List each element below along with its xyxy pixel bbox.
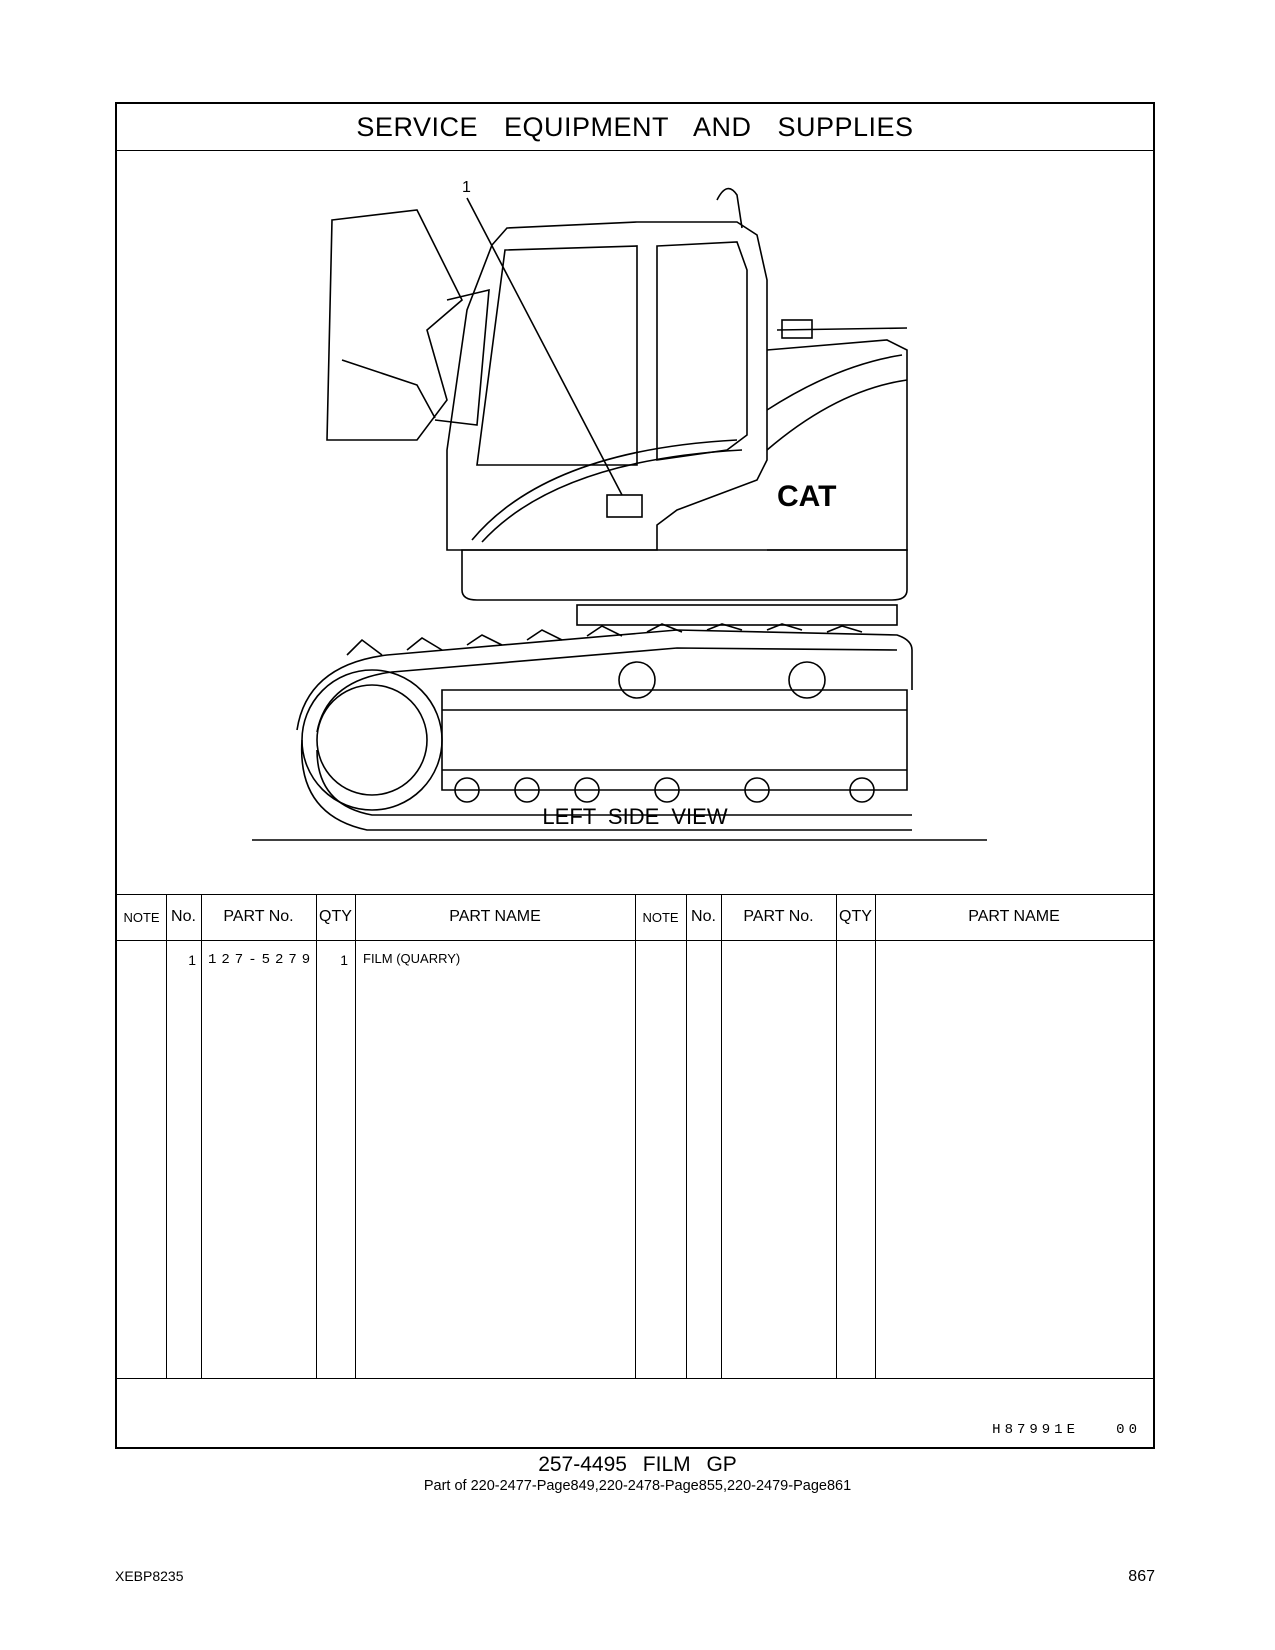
document-frame	[115, 102, 1155, 1449]
page-title: SERVICE EQUIPMENT AND SUPPLIES	[117, 104, 1153, 151]
header-qty-right: QTY	[839, 908, 872, 925]
row-1-part-name: FILM (QUARRY)	[363, 951, 461, 966]
page-number: 867	[1128, 1568, 1155, 1585]
header-no: No.	[171, 908, 196, 925]
header-qty: QTY	[319, 908, 352, 925]
drawing-code: H87991E 00	[992, 1422, 1141, 1438]
parts-table	[117, 894, 1153, 1378]
row-1-part-no: 127-5279	[208, 952, 316, 968]
group-reference: Part of 220-2477-Page849,220-2478-Page855,220-2479-Page861	[423, 1478, 852, 1494]
header-note: NOTE	[123, 909, 160, 925]
row-1-qty: 1	[340, 952, 348, 968]
document-id: XEBP8235	[115, 1568, 184, 1584]
header-part-no: PART No.	[223, 908, 294, 925]
header-part-no-right: PART No.	[743, 908, 814, 925]
group-title: 257-4495 FILM GP	[538, 1453, 737, 1476]
header-part-name-right: PART NAME	[968, 908, 1060, 925]
header-part-name: PART NAME	[449, 908, 541, 925]
machine-illustration	[117, 150, 1153, 898]
header-no-right: No.	[691, 908, 716, 925]
excavator-left-side-drawing	[117, 150, 1153, 898]
row-1-no: 1	[188, 952, 196, 968]
view-label: LEFT SIDE VIEW	[542, 804, 728, 829]
header-note-right: NOTE	[642, 909, 679, 925]
callout-number: 1	[462, 179, 471, 196]
brand-logo-text: CAT	[777, 480, 837, 513]
